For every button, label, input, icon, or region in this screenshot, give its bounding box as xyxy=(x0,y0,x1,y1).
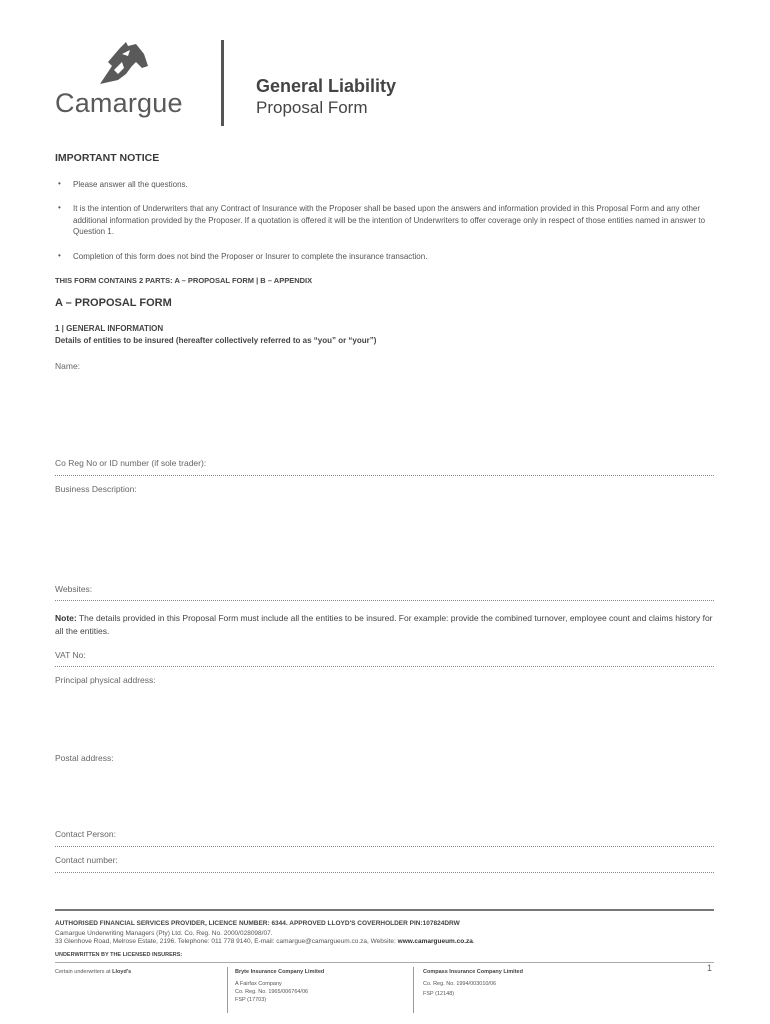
vat-label: VAT No: xyxy=(55,650,86,660)
physical-address-label: Principal physical address: xyxy=(55,675,156,685)
compass-title: Compass Insurance Company Limited xyxy=(423,969,523,975)
notice-item: It is the intention of Underwriters that any Contract of Insurance with the Proposer shall be based upon the answers and information provided in this Proposal Form and any other additional information provided by the Proposer. If a quotation is offered it will be the intention of Underwriters to offer coverage only in respect of those entities named in answer to Question 1. xyxy=(73,204,706,236)
footer-thin-divider xyxy=(55,962,714,963)
contact-person-field[interactable] xyxy=(55,846,714,847)
section-a-title: A – PROPOSAL FORM xyxy=(55,297,172,309)
co-reg-field[interactable] xyxy=(55,475,714,476)
period-text: . xyxy=(472,938,475,945)
compass-line: FSP (12148) xyxy=(423,991,455,997)
postal-address-label: Postal address: xyxy=(55,753,114,763)
note-body: The details provided in this Proposal Form must include all the entities to be insured. For example: provide the combined turnover, employee count and claims history for all the entities. xyxy=(55,613,713,636)
general-info-heading: 1 | GENERAL INFORMATION xyxy=(55,324,164,333)
websites-field[interactable] xyxy=(55,600,714,601)
bryte-line: A Fairfax Company xyxy=(235,981,282,987)
business-description-label: Business Description: xyxy=(55,484,137,494)
licence-line: AUTHORISED FINANCIAL SERVICES PROVIDER, LICENCE NUMBER: 6344. APPROVED LLOYD'S COVERHOLDER PIN:107824DRW xyxy=(55,920,460,927)
company-reg-line: Camargue Underwriting Managers (Pty) Ltd. Co. Reg. No. 2000/028098/07. xyxy=(55,930,273,937)
bryte-line: Co. Reg. No. 1965/006764/06 xyxy=(235,989,309,995)
note-label: Note: xyxy=(55,613,77,623)
physical-address-field[interactable] xyxy=(55,688,714,748)
insurer-lloyds xyxy=(55,968,131,976)
form-subtitle: Proposal Form xyxy=(256,98,368,117)
name-field[interactable] xyxy=(55,374,714,454)
footer-divider xyxy=(55,909,714,911)
contact-number-label: Contact number: xyxy=(55,855,118,865)
brand-logo-text: Camargue xyxy=(55,88,183,118)
notice-item: Completion of this form does not bind the Proposer or Insurer to complete the insurance transaction. xyxy=(73,252,428,261)
page-number: 1 xyxy=(707,963,713,973)
bryte-title: Bryte Insurance Company Limited xyxy=(235,969,325,975)
contact-person-label: Contact Person: xyxy=(55,829,116,839)
note-text xyxy=(55,612,715,638)
bullet-icon: • xyxy=(58,203,61,212)
websites-label: Websites: xyxy=(55,584,93,594)
form-title: General Liability xyxy=(256,76,397,96)
bullet-icon: • xyxy=(58,179,61,188)
website-link[interactable]: www.camargueum.co.za xyxy=(397,938,473,945)
postal-address-field[interactable] xyxy=(55,766,714,826)
entities-description: Details of entities to be insured (hereafter collectively referred to as “you” or “your”) xyxy=(55,336,377,345)
header-divider xyxy=(221,40,224,126)
notice-heading: IMPORTANT NOTICE xyxy=(55,152,160,164)
underwritten-heading: UNDERWRITTEN BY THE LICENSED INSURERS: xyxy=(55,952,183,958)
notice-item: Please answer all the questions. xyxy=(73,180,188,189)
insurer-bryte xyxy=(235,968,324,1004)
lloyds-name: Lloyd's xyxy=(112,969,132,975)
vat-field[interactable] xyxy=(55,666,714,667)
business-description-field[interactable] xyxy=(55,497,714,577)
contact-details-line xyxy=(55,938,475,945)
bullet-icon: • xyxy=(58,251,61,260)
name-label: Name: xyxy=(55,361,81,371)
parts-line: THIS FORM CONTAINS 2 PARTS: A – PROPOSAL FORM | B – APPENDIX xyxy=(55,276,313,285)
column-separator xyxy=(413,967,414,1013)
insurer-compass xyxy=(423,968,523,998)
horse-logo-icon xyxy=(92,40,152,90)
lloyds-prefix: Certain underwriters at xyxy=(55,969,113,975)
bryte-line: FSP (17703) xyxy=(235,997,267,1003)
co-reg-label: Co Reg No or ID number (if sole trader): xyxy=(55,458,207,468)
column-separator xyxy=(227,967,228,1013)
compass-line: Co. Reg. No. 1994/003010/06 xyxy=(423,981,497,987)
address-text: 33 Glenhove Road, Melrose Estate, 2196. Telephone: 011 778 9140, E-mail: camargue@camargueum.co.za, Website: xyxy=(55,938,398,945)
contact-number-field[interactable] xyxy=(55,872,714,873)
